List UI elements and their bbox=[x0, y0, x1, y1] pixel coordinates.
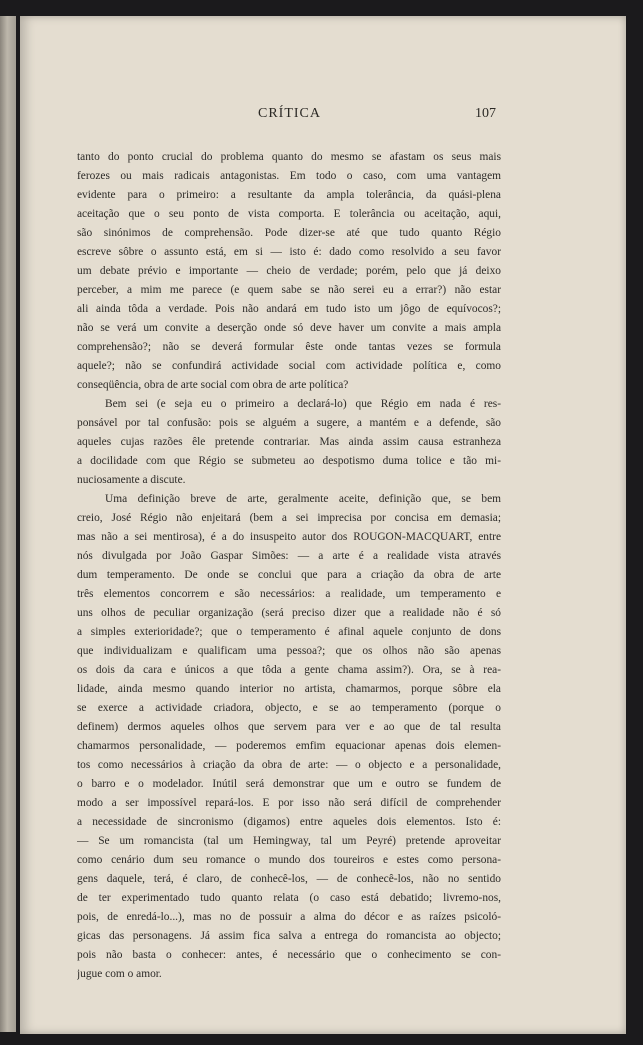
text-line: não se verá um convite a deserção onde só deve haver um convite a mais ampla bbox=[77, 322, 501, 334]
text-line: pois, de enredá-lo...), mas no de possuir a alma do décor e as raízes psicoló- bbox=[77, 911, 501, 923]
text-line: aceitação que o seu ponto de vista comporta. E tolerância ou aceitação, aqui, bbox=[77, 208, 501, 220]
page-number: 107 bbox=[475, 106, 496, 121]
text-line: nós divulgada por João Gaspar Simões: — a arte é a realidade vista através bbox=[77, 550, 501, 562]
text-line: evidente para o primeiro: a resultante da ampla tolerância, da quási-plena bbox=[77, 189, 501, 201]
text-line: como cenário dum seu romance o mundo dos toureiros e estes como persona- bbox=[77, 854, 501, 866]
page-header bbox=[20, 106, 626, 128]
text-line: aqueles cujas razões êle pretende contrariar. Mas ainda assim causa estranheza bbox=[77, 436, 501, 448]
text-line: tanto do ponto crucial do problema quanto do mesmo se afastam os seus mais bbox=[77, 151, 501, 163]
text-line: jugue com o amor. bbox=[77, 968, 162, 980]
text-line: Uma definição breve de arte, geralmente aceite, definição que, se bem bbox=[105, 493, 501, 505]
text-line: de ter experimentado tudo quanto relata (o caso está debatido; livremo-nos, bbox=[77, 892, 501, 904]
text-line: ali ainda tôda a verdade. Pois não andará em tudo isto um jôgo de equívocos?; bbox=[77, 303, 501, 315]
text-line: aquele?; não se confundirá actividade social com actividade política e, como bbox=[77, 360, 501, 372]
text-line: tos como necessários à criação da obra de arte: — o objecto e a personalidade, bbox=[77, 759, 501, 771]
text-line: nuciosamente a discute. bbox=[77, 474, 186, 486]
text-line: são sinónimos de comprehensão. Pode dizer-se até que tudo quanto Régio bbox=[77, 227, 501, 239]
body-text bbox=[77, 148, 501, 984]
text-line: escreve sôbre o assunto está, em si — isto é: dado como resolvido a seu favor bbox=[77, 246, 501, 258]
text-line: chamarmos personalidade, — poderemos emfim equacionar apenas dois elemen- bbox=[77, 740, 501, 752]
text-line: o barro e o modelador. Inútil será demonstrar que um e outro se fundem de bbox=[77, 778, 501, 790]
previous-page-edge bbox=[0, 16, 16, 1032]
text-line: conseqüência, obra de arte social com obra de arte política? bbox=[77, 379, 349, 391]
text-line: a docilidade com que Régio se submeteu ao despotismo duma tolice e tão mi- bbox=[77, 455, 501, 467]
text-line: dum temperamento. De onde se conclui que para a criação da obra de arte bbox=[77, 569, 501, 581]
text-line: modo a ser impossível repará-los. E por isso não será difícil de comprehender bbox=[77, 797, 501, 809]
text-line: lidade, ainda mesmo quando interior no artista, chamarmos, porque sôbre ela bbox=[77, 683, 501, 695]
text-line: — Se um romancista (tal um Hemingway, tal um Peyré) pretende aproveitar bbox=[77, 835, 501, 847]
text-line: uns olhos de peculiar organização (será preciso dizer que a realidade não é só bbox=[77, 607, 501, 619]
text-line: creio, José Régio não enjeitará (bem a sei imprecisa por concisa em demasia; bbox=[77, 512, 501, 524]
text-line: a necessidade de sincronismo (digamos) entre aqueles dois elementos. Isto é: bbox=[77, 816, 501, 828]
text-line: Bem sei (e seja eu o primeiro a declará-lo) que Régio em nada é res- bbox=[105, 398, 501, 410]
text-line: gicas das personagens. Já assim fica salva a entrega do romancista ao objecto; bbox=[77, 930, 501, 942]
text-line: comprehensão?; não se deverá formular êste onde tantas vezes se formula bbox=[77, 341, 501, 353]
text-line: perceber, a mim me parece (e quem sabe se não serei eu a errar?) não estar bbox=[77, 284, 501, 296]
text-line: pois não basta o conhecer: antes, é necessário que o conhecimento se con- bbox=[77, 949, 501, 961]
text-line: os dois da cara e únicos a que tôda a gente chama assim?). Ora, se à rea- bbox=[77, 664, 501, 676]
text-line: um debate prévio e importante — cheio de verdade; porém, pelo que já deixo bbox=[77, 265, 501, 277]
text-line: a simples exterioridade?; que o temperamento é afinal aquele conjunto de dons bbox=[77, 626, 501, 638]
text-line: gens daquele, terá, é claro, de conhecê-los, — de conhecê-los, não no sentido bbox=[77, 873, 501, 885]
book-page bbox=[20, 16, 626, 1034]
text-line: mas não a sei mentirosa), é a do insuspeito autor dos ROUGON-MACQUART, entre bbox=[77, 531, 501, 543]
running-title: CRÍTICA bbox=[258, 106, 321, 121]
text-line: se exerce a actividade criadora, objecto, e se ao temperamento (porque o bbox=[77, 702, 501, 714]
text-line: definem) dermos aqueles olhos que servem para ver e ao que de tal resulta bbox=[77, 721, 501, 733]
text-line: ferozes ou mais radicais antagonistas. Em todo o caso, com uma vantagem bbox=[77, 170, 501, 182]
text-line: que individualizam e qualificam uma pessoa?; que os olhos não são apenas bbox=[77, 645, 501, 657]
text-line: três elementos concorrem e são necessários: a realidade, um temperamento e bbox=[77, 588, 501, 600]
text-line: ponsável por tal confusão: pois se alguém a sugere, a mantém e a defende, são bbox=[77, 417, 501, 429]
